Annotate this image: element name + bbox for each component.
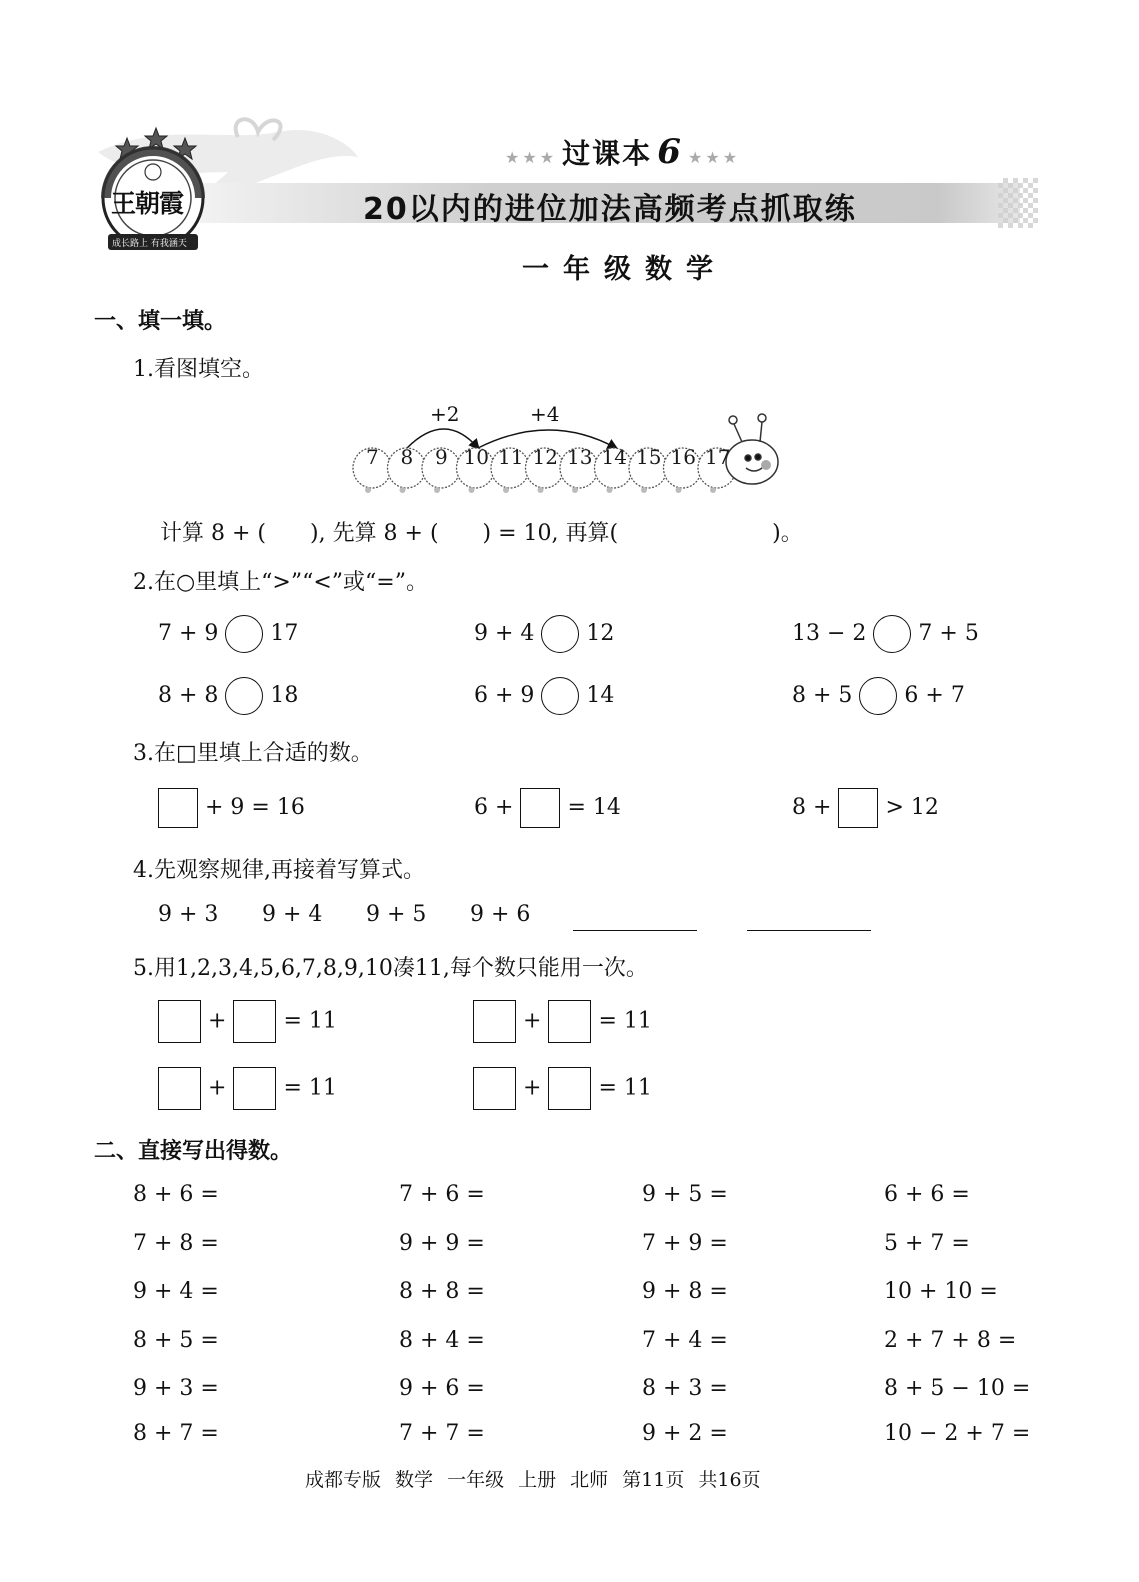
answer-blank[interactable] bbox=[747, 929, 871, 931]
answer-circle[interactable] bbox=[541, 677, 579, 715]
pattern-expr: 9 + 4 bbox=[262, 902, 323, 927]
segment-number: 15 bbox=[636, 445, 662, 469]
calc-item: 8 + 7 = bbox=[133, 1421, 219, 1446]
caterpillar-foot bbox=[572, 487, 578, 493]
compare-item: 7 + 9 17 bbox=[158, 615, 298, 653]
calc-item: 9 + 2 = bbox=[642, 1421, 728, 1446]
caterpillar-foot bbox=[503, 487, 509, 493]
answer-circle[interactable] bbox=[225, 677, 263, 715]
compare-item: 8 + 8 18 bbox=[158, 677, 298, 715]
q2-prompt: 2.在○里填上“>”“<”或“=”。 bbox=[133, 570, 428, 595]
answer-box[interactable] bbox=[473, 1067, 516, 1110]
calc-item: 2 + 7 + 8 = bbox=[884, 1328, 1017, 1353]
calc-item: 7 + 9 = bbox=[642, 1231, 728, 1256]
answer-box[interactable] bbox=[158, 1067, 201, 1110]
answer-circle[interactable] bbox=[225, 615, 263, 653]
stars-right: ★★★ bbox=[688, 148, 741, 167]
fill-box-item: 6 + = 14 bbox=[474, 788, 621, 828]
lesson-number: 6 bbox=[657, 132, 683, 172]
segment-number: 9 bbox=[435, 445, 448, 469]
sum-item: + = 11 bbox=[158, 1067, 337, 1110]
caterpillar-foot bbox=[434, 487, 440, 493]
calc-item: 7 + 7 = bbox=[399, 1421, 485, 1446]
q4-prompt: 4.先观察规律,再接着写算式。 bbox=[133, 858, 425, 883]
segment-number: 16 bbox=[670, 445, 696, 469]
calc-item: 10 − 2 + 7 = bbox=[884, 1421, 1031, 1446]
section1-heading: 一、填一填。 bbox=[94, 309, 227, 334]
segment-number: 11 bbox=[498, 445, 524, 469]
calc-item: 10 + 10 = bbox=[884, 1279, 998, 1304]
calc-item: 9 + 4 = bbox=[133, 1279, 219, 1304]
answer-box[interactable] bbox=[838, 788, 878, 828]
calc-item: 9 + 3 = bbox=[133, 1376, 219, 1401]
stars-left: ★★★ bbox=[505, 148, 558, 167]
section2-heading: 二、直接写出得数。 bbox=[94, 1139, 293, 1164]
calc-item: 8 + 4 = bbox=[399, 1328, 485, 1353]
answer-box[interactable] bbox=[520, 788, 560, 828]
caterpillar-foot bbox=[676, 487, 682, 493]
calc-item: 9 + 9 = bbox=[399, 1231, 485, 1256]
calc-item: 9 + 6 = bbox=[399, 1376, 485, 1401]
banner-checker-pattern bbox=[998, 178, 1038, 228]
calc-item: 7 + 8 = bbox=[133, 1231, 219, 1256]
jump1-label: +2 bbox=[430, 402, 460, 426]
segment-number: 8 bbox=[400, 445, 414, 469]
pattern-expr: 9 + 5 bbox=[366, 902, 427, 927]
q1-fill-line: 计算 8 + ( ), 先算 8 + ( ) = 10, 再算( )。 bbox=[160, 521, 803, 546]
logo-text: 王朝霞 bbox=[111, 189, 184, 218]
caterpillar-foot bbox=[607, 487, 613, 493]
page-title: 20以内的进位加法高频考点抓取练 bbox=[363, 192, 857, 227]
caterpillar-foot bbox=[710, 487, 716, 493]
pattern-expr: 9 + 3 bbox=[158, 902, 219, 927]
answer-box[interactable] bbox=[158, 1000, 201, 1043]
sum-item: + = 11 bbox=[473, 1067, 652, 1110]
lesson-label-group bbox=[505, 132, 740, 172]
segment-number: 12 bbox=[532, 445, 558, 469]
answer-circle[interactable] bbox=[541, 615, 579, 653]
answer-box[interactable] bbox=[548, 1000, 591, 1043]
caterpillar-foot bbox=[469, 487, 475, 493]
answer-circle[interactable] bbox=[873, 615, 911, 653]
q1-prompt: 1.看图填空。 bbox=[133, 357, 264, 382]
fill-box-item: 8 + > 12 bbox=[792, 788, 939, 828]
caterpillar-foot bbox=[641, 487, 647, 493]
compare-item: 6 + 9 14 bbox=[474, 677, 614, 715]
compare-item: 9 + 4 12 bbox=[474, 615, 614, 653]
answer-blank[interactable] bbox=[573, 929, 697, 931]
segment-number: 17 bbox=[705, 445, 731, 469]
sum-item: + = 11 bbox=[158, 1000, 337, 1043]
segment-number: 14 bbox=[601, 445, 627, 469]
compare-item: 13 − 2 7 + 5 bbox=[792, 615, 979, 653]
pattern-expr: 9 + 6 bbox=[470, 902, 531, 927]
calc-item: 5 + 7 = bbox=[884, 1231, 970, 1256]
answer-box[interactable] bbox=[233, 1067, 276, 1110]
calc-item: 8 + 8 = bbox=[399, 1279, 485, 1304]
calc-item: 8 + 6 = bbox=[133, 1182, 219, 1207]
caterpillar-foot bbox=[400, 487, 406, 493]
lesson-label: 过课本 bbox=[562, 137, 653, 170]
caterpillar-foot bbox=[365, 487, 371, 493]
calc-item: 7 + 6 = bbox=[399, 1182, 485, 1207]
segment-number: 10 bbox=[463, 445, 489, 469]
calc-item: 9 + 5 = bbox=[642, 1182, 728, 1207]
q3-prompt: 3.在□里填上合适的数。 bbox=[133, 741, 373, 766]
answer-circle[interactable] bbox=[859, 677, 897, 715]
calc-item: 8 + 5 − 10 = bbox=[884, 1376, 1031, 1401]
calc-item: 9 + 8 = bbox=[642, 1279, 728, 1304]
compare-item: 8 + 5 6 + 7 bbox=[792, 677, 965, 715]
calc-item: 6 + 6 = bbox=[884, 1182, 970, 1207]
answer-box[interactable] bbox=[548, 1067, 591, 1110]
answer-box[interactable] bbox=[158, 788, 198, 828]
logo-slogan: 成长路上 有我涵天 bbox=[112, 239, 187, 249]
segment-number: 7 bbox=[366, 445, 379, 469]
jump2-label: +4 bbox=[530, 402, 560, 426]
page-footer: 成都专版 数学 一年级 上册 北师 第11页 共16页 bbox=[305, 1469, 761, 1491]
fill-box-item: + 9 = 16 bbox=[158, 788, 305, 828]
calc-item: 8 + 3 = bbox=[642, 1376, 728, 1401]
page-subtitle: 一年级数学 bbox=[522, 254, 727, 285]
answer-box[interactable] bbox=[233, 1000, 276, 1043]
calc-item: 8 + 5 = bbox=[133, 1328, 219, 1353]
q5-prompt: 5.用1,2,3,4,5,6,7,8,9,10凑11,每个数只能用一次。 bbox=[133, 956, 648, 981]
caterpillar-foot bbox=[538, 487, 544, 493]
caterpillar-numbers bbox=[350, 445, 790, 485]
calc-item: 7 + 4 = bbox=[642, 1328, 728, 1353]
answer-box[interactable] bbox=[473, 1000, 516, 1043]
segment-number: 13 bbox=[567, 445, 593, 469]
sum-item: + = 11 bbox=[473, 1000, 652, 1043]
